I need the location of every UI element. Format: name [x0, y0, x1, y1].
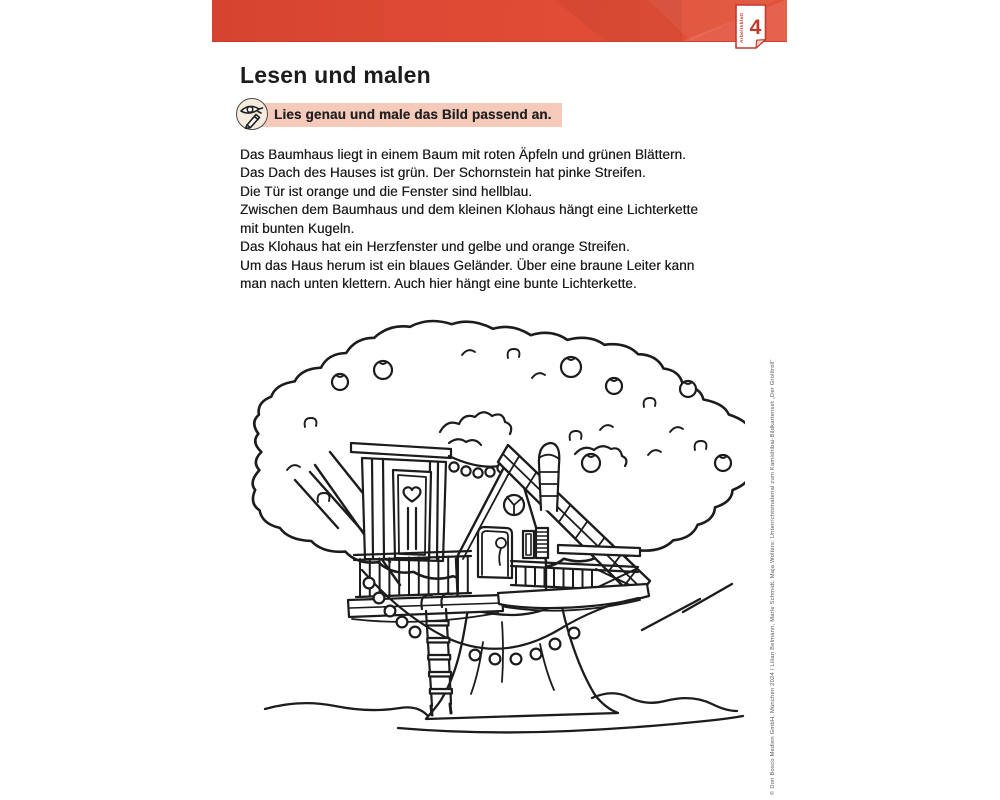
- treehouse-coloring-illustration: [240, 312, 745, 737]
- copyright-notice: © Don Bosco Medien GmbH, München 2024 / Lilian Belmann, Marle Schmidt, Maja Wolters: Unterrichtsmaterial zum Kamishibai-Bildkartenset „Der Grolltroll“: [770, 359, 776, 795]
- narrow-window: [523, 531, 534, 558]
- body-line: Das Klohaus hat ein Herzfenster und gelbe und orange Streifen.: [240, 239, 630, 255]
- door: [478, 527, 512, 578]
- instruction-text: Lies genau und male das Bild passend an.: [252, 103, 562, 127]
- body-line: Zwischen dem Baumhaus und dem kleinen Klohaus hängt eine Lichterkette: [240, 202, 698, 218]
- chimney: [539, 443, 559, 511]
- body-line: man nach unten klettern. Auch hier hängt eine bunte Lichterkette.: [240, 276, 637, 292]
- body-line: Das Dach des Hauses ist grün. Der Schornstein hat pinke Streifen.: [240, 165, 646, 181]
- body-line: mit bunten Kugeln.: [240, 220, 355, 236]
- badge-number: 4: [749, 16, 762, 39]
- body-line: Das Baumhaus liegt in einem Baum mit roten Äpfeln und grünen Blättern.: [240, 147, 686, 162]
- body-line: Die Tür ist orange und die Fenster sind hellblau.: [240, 183, 533, 199]
- body-line: Um das Haus herum ist ein blaues Geländer. Über eine braune Leiter kann: [240, 257, 695, 273]
- eye-pencil-icon: [236, 98, 268, 130]
- outhouse: [351, 443, 451, 561]
- page-title: Lesen und malen: [240, 62, 431, 88]
- badge-label: Arbeitsblatt: [740, 12, 745, 43]
- worksheet-number-badge: [733, 3, 769, 50]
- body-text: [240, 146, 698, 294]
- trunk-and-ground: [265, 602, 743, 732]
- header-band: [212, 0, 787, 42]
